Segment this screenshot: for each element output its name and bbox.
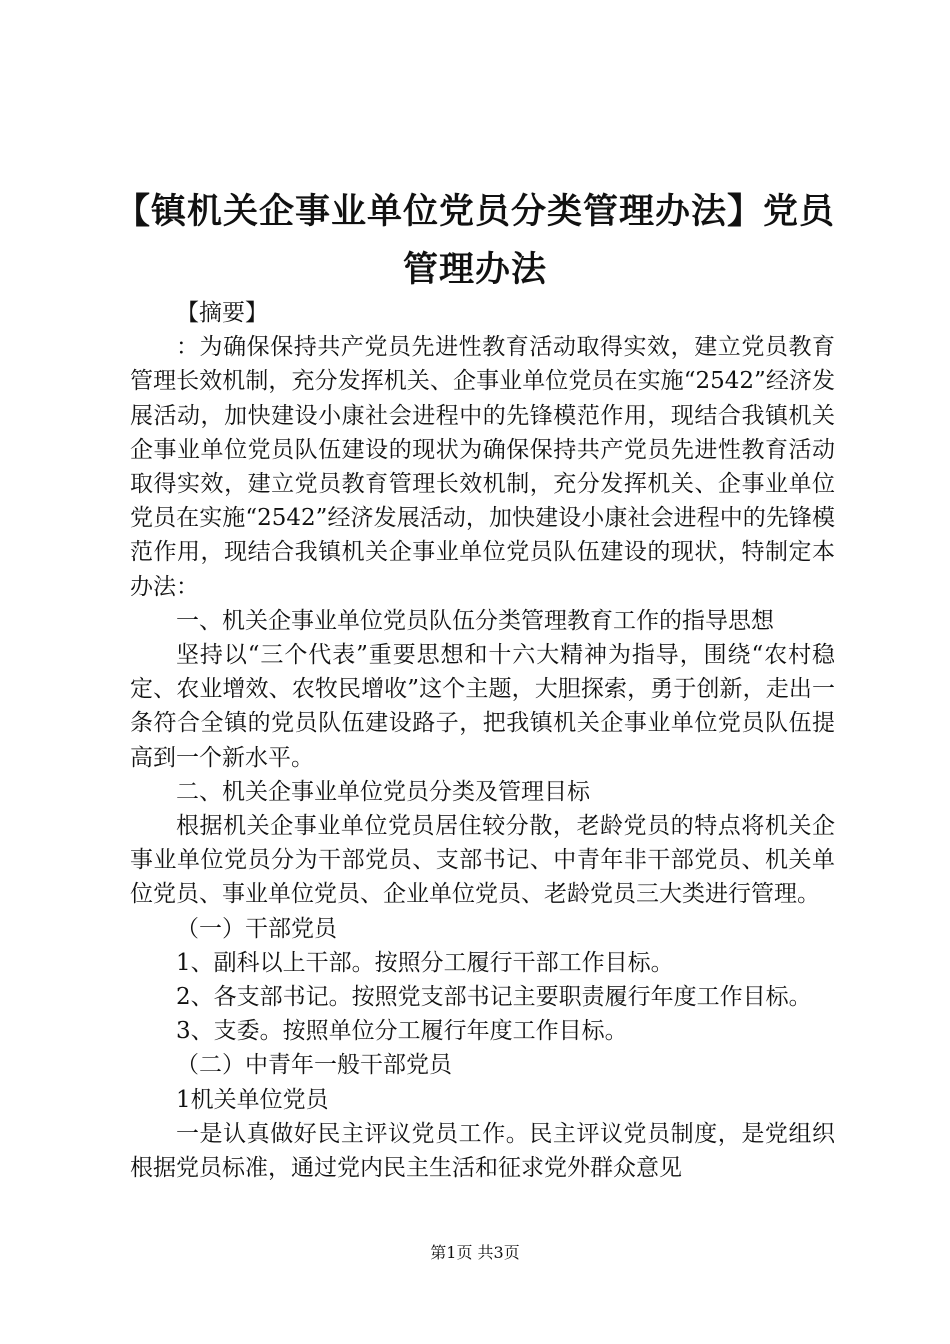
page-number-footer: 第1页 共3页: [430, 1243, 520, 1262]
section-paragraph-2: 根据机关企事业单位党员居住较分散，老龄党员的特点将机关企事业单位党员分为干部党员、支部书记、中青年非干部党员、机关单位党员、事业单位党员、企业单位党员、老龄党员三大类进行管理。: [130, 813, 835, 908]
sub-item-heading: 1机关单位党员: [176, 1086, 329, 1113]
subsection-heading-2: （二）中青年一般干部党员: [176, 1052, 452, 1079]
section-paragraph-1: 坚持以“三个代表”重要思想和十六大精神为指导，围绕“农村稳定、农业增效、农牧民增收”这个主题，大胆探索，勇于创新，走出一条符合全镇的党员队伍建设路子，把我镇机关企事业单位党员队伍提高到一个新水平。: [130, 642, 835, 771]
section-heading-1: 一、机关企事业单位党员队伍分类管理教育工作的指导思想: [176, 607, 774, 634]
section-heading-2: 二、机关企事业单位党员分类及管理目标: [176, 778, 590, 805]
subsection-heading-1: （一）干部党员: [176, 915, 337, 942]
list-item-3: 3、支委。按照单位分工履行年度工作目标。: [176, 1018, 628, 1045]
list-item-1: 1、副科以上干部。按照分工履行干部工作目标。: [176, 949, 674, 976]
document-body: [130, 296, 835, 1185]
document-title-line-1: 【镇机关企事业单位党员分类管理办法】党员: [114, 191, 835, 232]
abstract-heading: 【摘要】: [176, 300, 268, 326]
document-title-line-2: 管理办法: [402, 249, 547, 290]
body-paragraph-last: 一是认真做好民主评议党员工作。民主评议党员制度，是党组织根据党员标准，通过党内民主生活和征求党外群众意见: [130, 1120, 835, 1182]
list-item-2: 2、各支部书记。按照党支部书记主要职责履行年度工作目标。: [176, 984, 812, 1011]
abstract-paragraph: ：为确保保持共产党员先进性教育活动取得实效，建立党员教育管理长效机制，充分发挥机关、企事业单位党员在实施“2542”经济发展活动，加快建设小康社会进程中的先锋模范作用，现结合我镇机关企事业单位党员队伍建设的现状为确保保持共产党员先进性教育活动取得实效，建立党员教育管理长效机制，充分发挥机关、企事业单位党员在实施“2542”经济发展活动，加快建设小康社会进程中的先锋模范作用，现结合我镇机关企事业单位党员队伍建设的现状，特制定本办法：: [130, 334, 835, 600]
